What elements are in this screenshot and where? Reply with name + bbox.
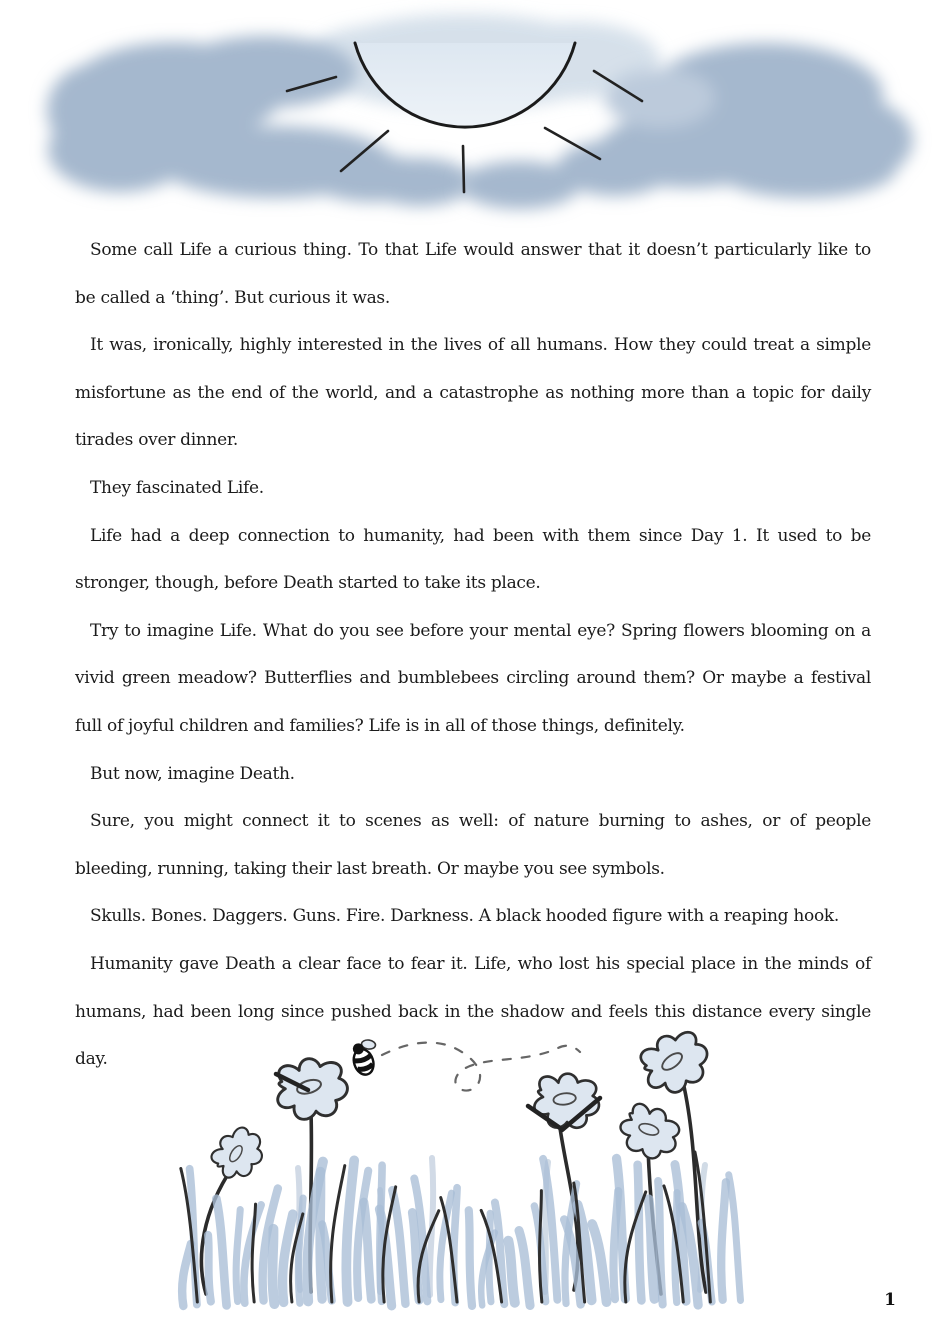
paragraph: Some call Life a curious thing. To that Life would answer that it doesn’t particularly like to be called a ‘thing’. But curious it was. [75, 240, 871, 308]
daisy-flower [273, 1055, 351, 1125]
page-text [75, 227, 871, 1084]
paragraph: Skulls. Bones. Daggers. Guns. Fire. Darkness. A black hooded figure with a reaping hook. [90, 906, 839, 927]
paragraph: Humanity gave Death a clear face to fear it. Life, who lost his special place in the minds of humans, had been long since pushed back in the shadow and feels this distance every single day. [75, 953, 871, 1070]
page-number: 1 [884, 1290, 896, 1310]
paragraph: They fascinated Life. [90, 477, 264, 498]
paragraph: But now, imagine Death. [90, 763, 295, 784]
meadow-illustration [0, 1040, 940, 1330]
daisy-flower [205, 1121, 272, 1186]
paragraph: Life had a deep connection to humanity, had been with them since Day 1. It used to be stronger, though, before Death started to take its place. [75, 525, 871, 594]
sun-clouds-illustration [0, 0, 940, 220]
grass-strokes [181, 1152, 741, 1306]
bee-icon [348, 1035, 385, 1077]
sun-icon [355, 43, 575, 127]
paragraph: It was, ironically, highly interested in the lives of all humans. How they could treat a simple misfortune as the end of the world, and a catastrophe as nothing more than a topic for daily tirades over dinner. [75, 335, 871, 451]
paragraph: Sure, you might connect it to scenes as well: of nature burning to ashes, or of people bleeding, running, taking their last breath. Or maybe you see symbols. [75, 811, 871, 879]
paragraph: Try to imagine Life. What do you see before your mental eye? Spring flowers blooming on a vivid green meadow? Butterflies and bumblebees circling around them? Or maybe a festival full of joyful children and families? Life is in all of those things, definitely. [75, 620, 871, 736]
